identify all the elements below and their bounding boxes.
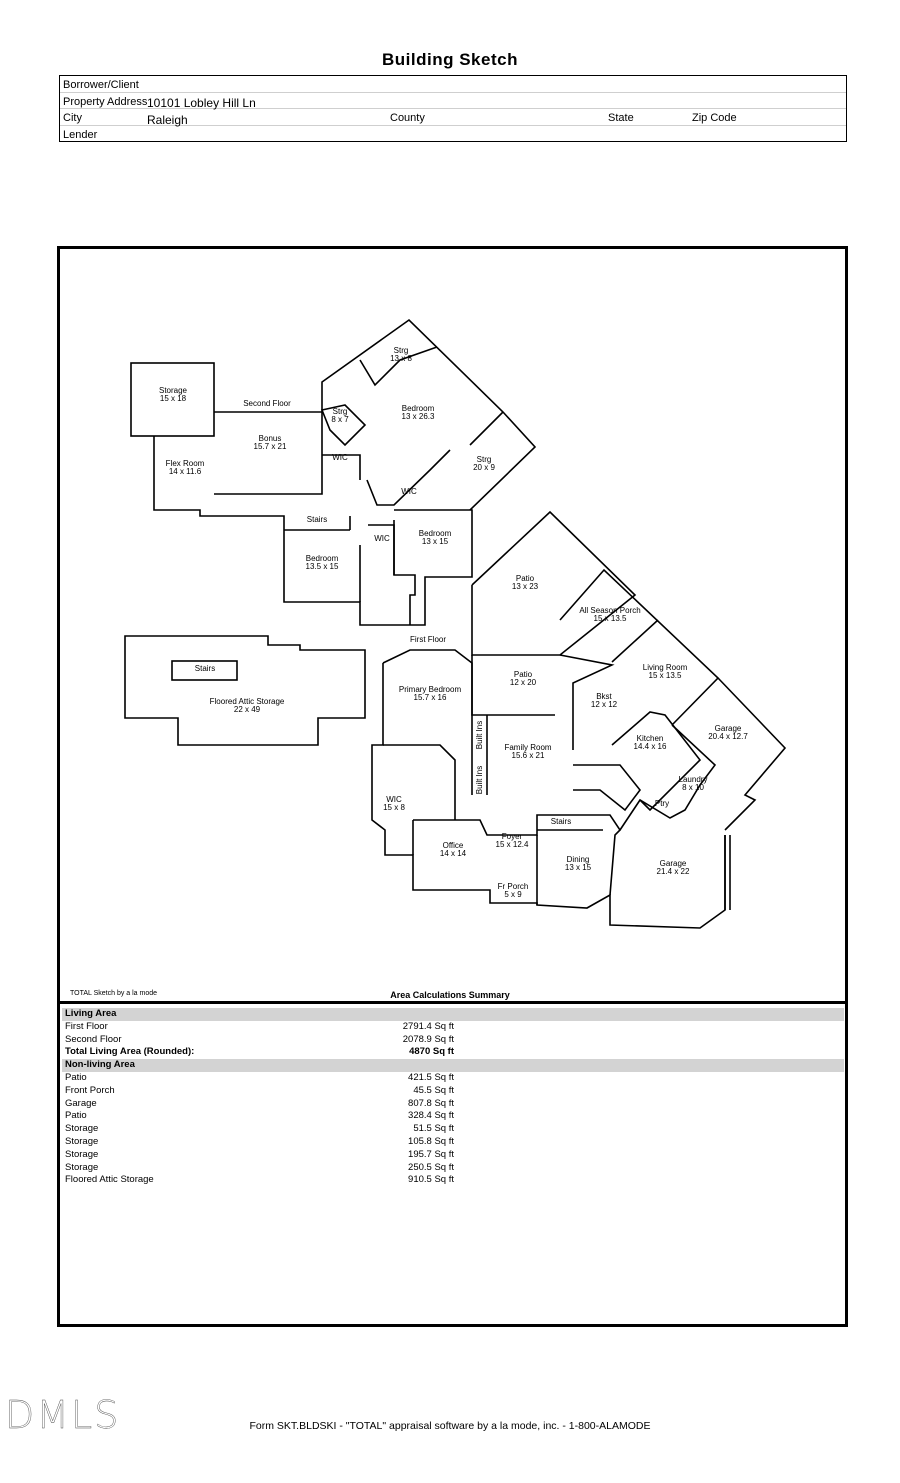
area-row-label: Storage (65, 1161, 99, 1173)
area-row-value: 250.5 Sq ft (408, 1161, 454, 1173)
wic-diag-wall (367, 450, 450, 505)
total-label: Total Living Area (Rounded): (65, 1046, 195, 1058)
room-size: 15 x 8 (383, 803, 405, 812)
room-name: Stairs (550, 817, 572, 826)
room-size: 13 x 15 (564, 863, 592, 872)
area-row (62, 1072, 844, 1085)
room-name: Bedroom (418, 529, 452, 538)
room-size: 13 x 8 (390, 354, 412, 363)
area-row-value: 105.8 Sq ft (408, 1135, 454, 1147)
area-row-value: 328.4 Sq ft (408, 1110, 454, 1122)
room-name: Garage (659, 859, 687, 868)
area-row (62, 1162, 844, 1175)
dmls-logo: DMLS (5, 1393, 121, 1437)
room-name: Storage (158, 386, 188, 395)
area-row-label: Patio (65, 1071, 87, 1083)
area-row-label: Front Porch (65, 1084, 115, 1096)
room-name: All Season Porch (579, 606, 641, 615)
room-name: Flex Room (165, 459, 205, 468)
area-row-label: Storage (65, 1148, 99, 1160)
first-floor-label: First Floor (410, 635, 446, 644)
total-living-row (62, 1046, 844, 1059)
total-value: 4870 Sq ft (409, 1046, 454, 1058)
wic-lower-wall (368, 525, 394, 575)
area-row-value: 195.7 Sq ft (408, 1148, 454, 1160)
room-name: Strg (476, 455, 492, 464)
address-value: 10101 Lobley Hill Ln (147, 95, 256, 110)
first-floor-outline-bottom (372, 663, 725, 928)
room-name: Laundry (678, 775, 708, 784)
room-name: Ptry (654, 799, 670, 808)
room-name: Garage (714, 724, 742, 733)
room-name: Kitchen (636, 734, 664, 743)
room-size: 13 x 26.3 (401, 412, 435, 421)
area-row-value: 51.5 Sq ft (413, 1123, 454, 1135)
kitchen-counter (573, 765, 640, 810)
room-size: 20.4 x 12.7 (708, 732, 748, 741)
bonus-room-outline (214, 412, 322, 494)
form-footer: Form SKT.BLDSKI - "TOTAL" appraisal software by a la mode, inc. - 1-800-ALAMODE (249, 1420, 651, 1432)
address-label: Property Address (63, 95, 148, 108)
room-name: Strg (332, 407, 348, 416)
area-row-value: 45.5 Sq ft (413, 1084, 454, 1096)
room-name: Bedroom (401, 404, 435, 413)
area-row-label: Patio (65, 1110, 87, 1122)
sketch-divider (57, 1001, 848, 1004)
all-season-porch-outline (560, 570, 718, 725)
garage-upper-outline (718, 678, 785, 830)
room-size: 21.4 x 22 (656, 867, 690, 876)
built-ins-label: Built Ins (475, 720, 484, 750)
area-row-value: 421.5 Sq ft (408, 1071, 454, 1083)
city-value: Raleigh (147, 113, 188, 127)
room-size: 15.7 x 21 (253, 442, 287, 451)
city-label: City (63, 112, 82, 124)
room-size: 22 x 49 (233, 705, 261, 714)
zip-label: Zip Code (692, 112, 737, 124)
room-name: Bkst (596, 692, 612, 701)
area-row-label: Floored Attic Storage (65, 1174, 154, 1186)
room-name: WIC (386, 795, 402, 804)
area-row (62, 1098, 844, 1111)
borrower-label: Borrower/Client (63, 79, 139, 91)
room-size: 15.6 x 21 (511, 751, 545, 760)
room-size: 15 x 12.4 (495, 840, 529, 849)
nonliving-area-header: Non-living Area (62, 1059, 844, 1072)
room-size: 12 x 12 (590, 700, 618, 709)
room-name: WIC (401, 487, 417, 496)
state-label: State (608, 112, 634, 124)
room-name: Dining (566, 855, 590, 864)
area-row-label: Storage (65, 1123, 99, 1135)
room-name: Foyer (501, 832, 523, 841)
room-size: 15 x 13.5 (593, 614, 627, 623)
room-size: 14 x 14 (439, 849, 467, 858)
county-label: County (390, 112, 425, 124)
room-name: Office (442, 841, 464, 850)
area-summary (62, 1008, 844, 1187)
room-name: WIC (374, 534, 390, 543)
living-area-header: Living Area (62, 1008, 844, 1021)
room-size: 8 x 10 (682, 783, 704, 792)
second-floor-label: Second Floor (243, 399, 291, 408)
area-row-label: Garage (65, 1097, 97, 1109)
room-name: Bedroom (305, 554, 339, 563)
room-size: 15.7 x 16 (413, 693, 447, 702)
room-size: 13.5 x 15 (305, 562, 339, 571)
patio-upper-outline (472, 512, 635, 655)
area-row-value: 2078.9 Sq ft (402, 1033, 454, 1045)
room-name: Patio (515, 574, 535, 583)
room-name: Strg (393, 346, 409, 355)
room-size: 5 x 9 (504, 890, 522, 899)
lender-label: Lender (63, 128, 98, 141)
room-size: 13 x 23 (511, 582, 539, 591)
area-row-value: 807.8 Sq ft (408, 1097, 454, 1109)
room-name: Floored Attic Storage (209, 697, 285, 706)
area-row-label: First Floor (65, 1020, 108, 1032)
area-row (62, 1110, 844, 1123)
room-size: 14.4 x 16 (633, 742, 667, 751)
room-name: Bonus (258, 434, 282, 443)
room-size: 12 x 20 (509, 678, 537, 687)
room-name: WIC (332, 453, 348, 462)
area-row-value: 910.5 Sq ft (408, 1174, 454, 1186)
area-summary-title: Area Calculations Summary (390, 990, 510, 1000)
area-row (62, 1123, 844, 1136)
room-name: Primary Bedroom (398, 685, 462, 694)
room-size: 15 x 18 (159, 394, 187, 403)
area-row (62, 1085, 844, 1098)
room-size: 13 x 15 (421, 537, 449, 546)
porch-divider (612, 620, 658, 662)
room-name: Living Room (642, 663, 688, 672)
area-row-label: Second Floor (65, 1033, 122, 1045)
area-row (62, 1149, 844, 1162)
area-row (62, 1174, 844, 1187)
area-row (62, 1034, 844, 1047)
page-title: Building Sketch (382, 50, 518, 69)
kitchen-island (612, 712, 700, 810)
attic-outline (125, 636, 365, 745)
room-name: Family Room (504, 743, 552, 752)
room-size: 15 x 13.5 (648, 671, 682, 680)
area-row-label: Storage (65, 1135, 99, 1147)
room-size: 20 x 9 (473, 463, 495, 472)
area-row (62, 1021, 844, 1034)
bedroom-right-wall (394, 520, 415, 625)
sketch-note: TOTAL Sketch by a la mode (70, 990, 158, 997)
area-row (62, 1136, 844, 1149)
room-name: Patio (513, 670, 533, 679)
room-name: Stairs (194, 664, 216, 673)
room-name: Stairs (306, 515, 328, 524)
room-name: Fr Porch (497, 882, 529, 891)
area-row-value: 2791.4 Sq ft (402, 1020, 454, 1032)
room-size: 8 x 7 (331, 415, 349, 424)
strg-right-wall (470, 412, 503, 445)
built-ins-label: Built Ins (475, 765, 484, 795)
room-size: 14 x 11.6 (168, 467, 202, 476)
